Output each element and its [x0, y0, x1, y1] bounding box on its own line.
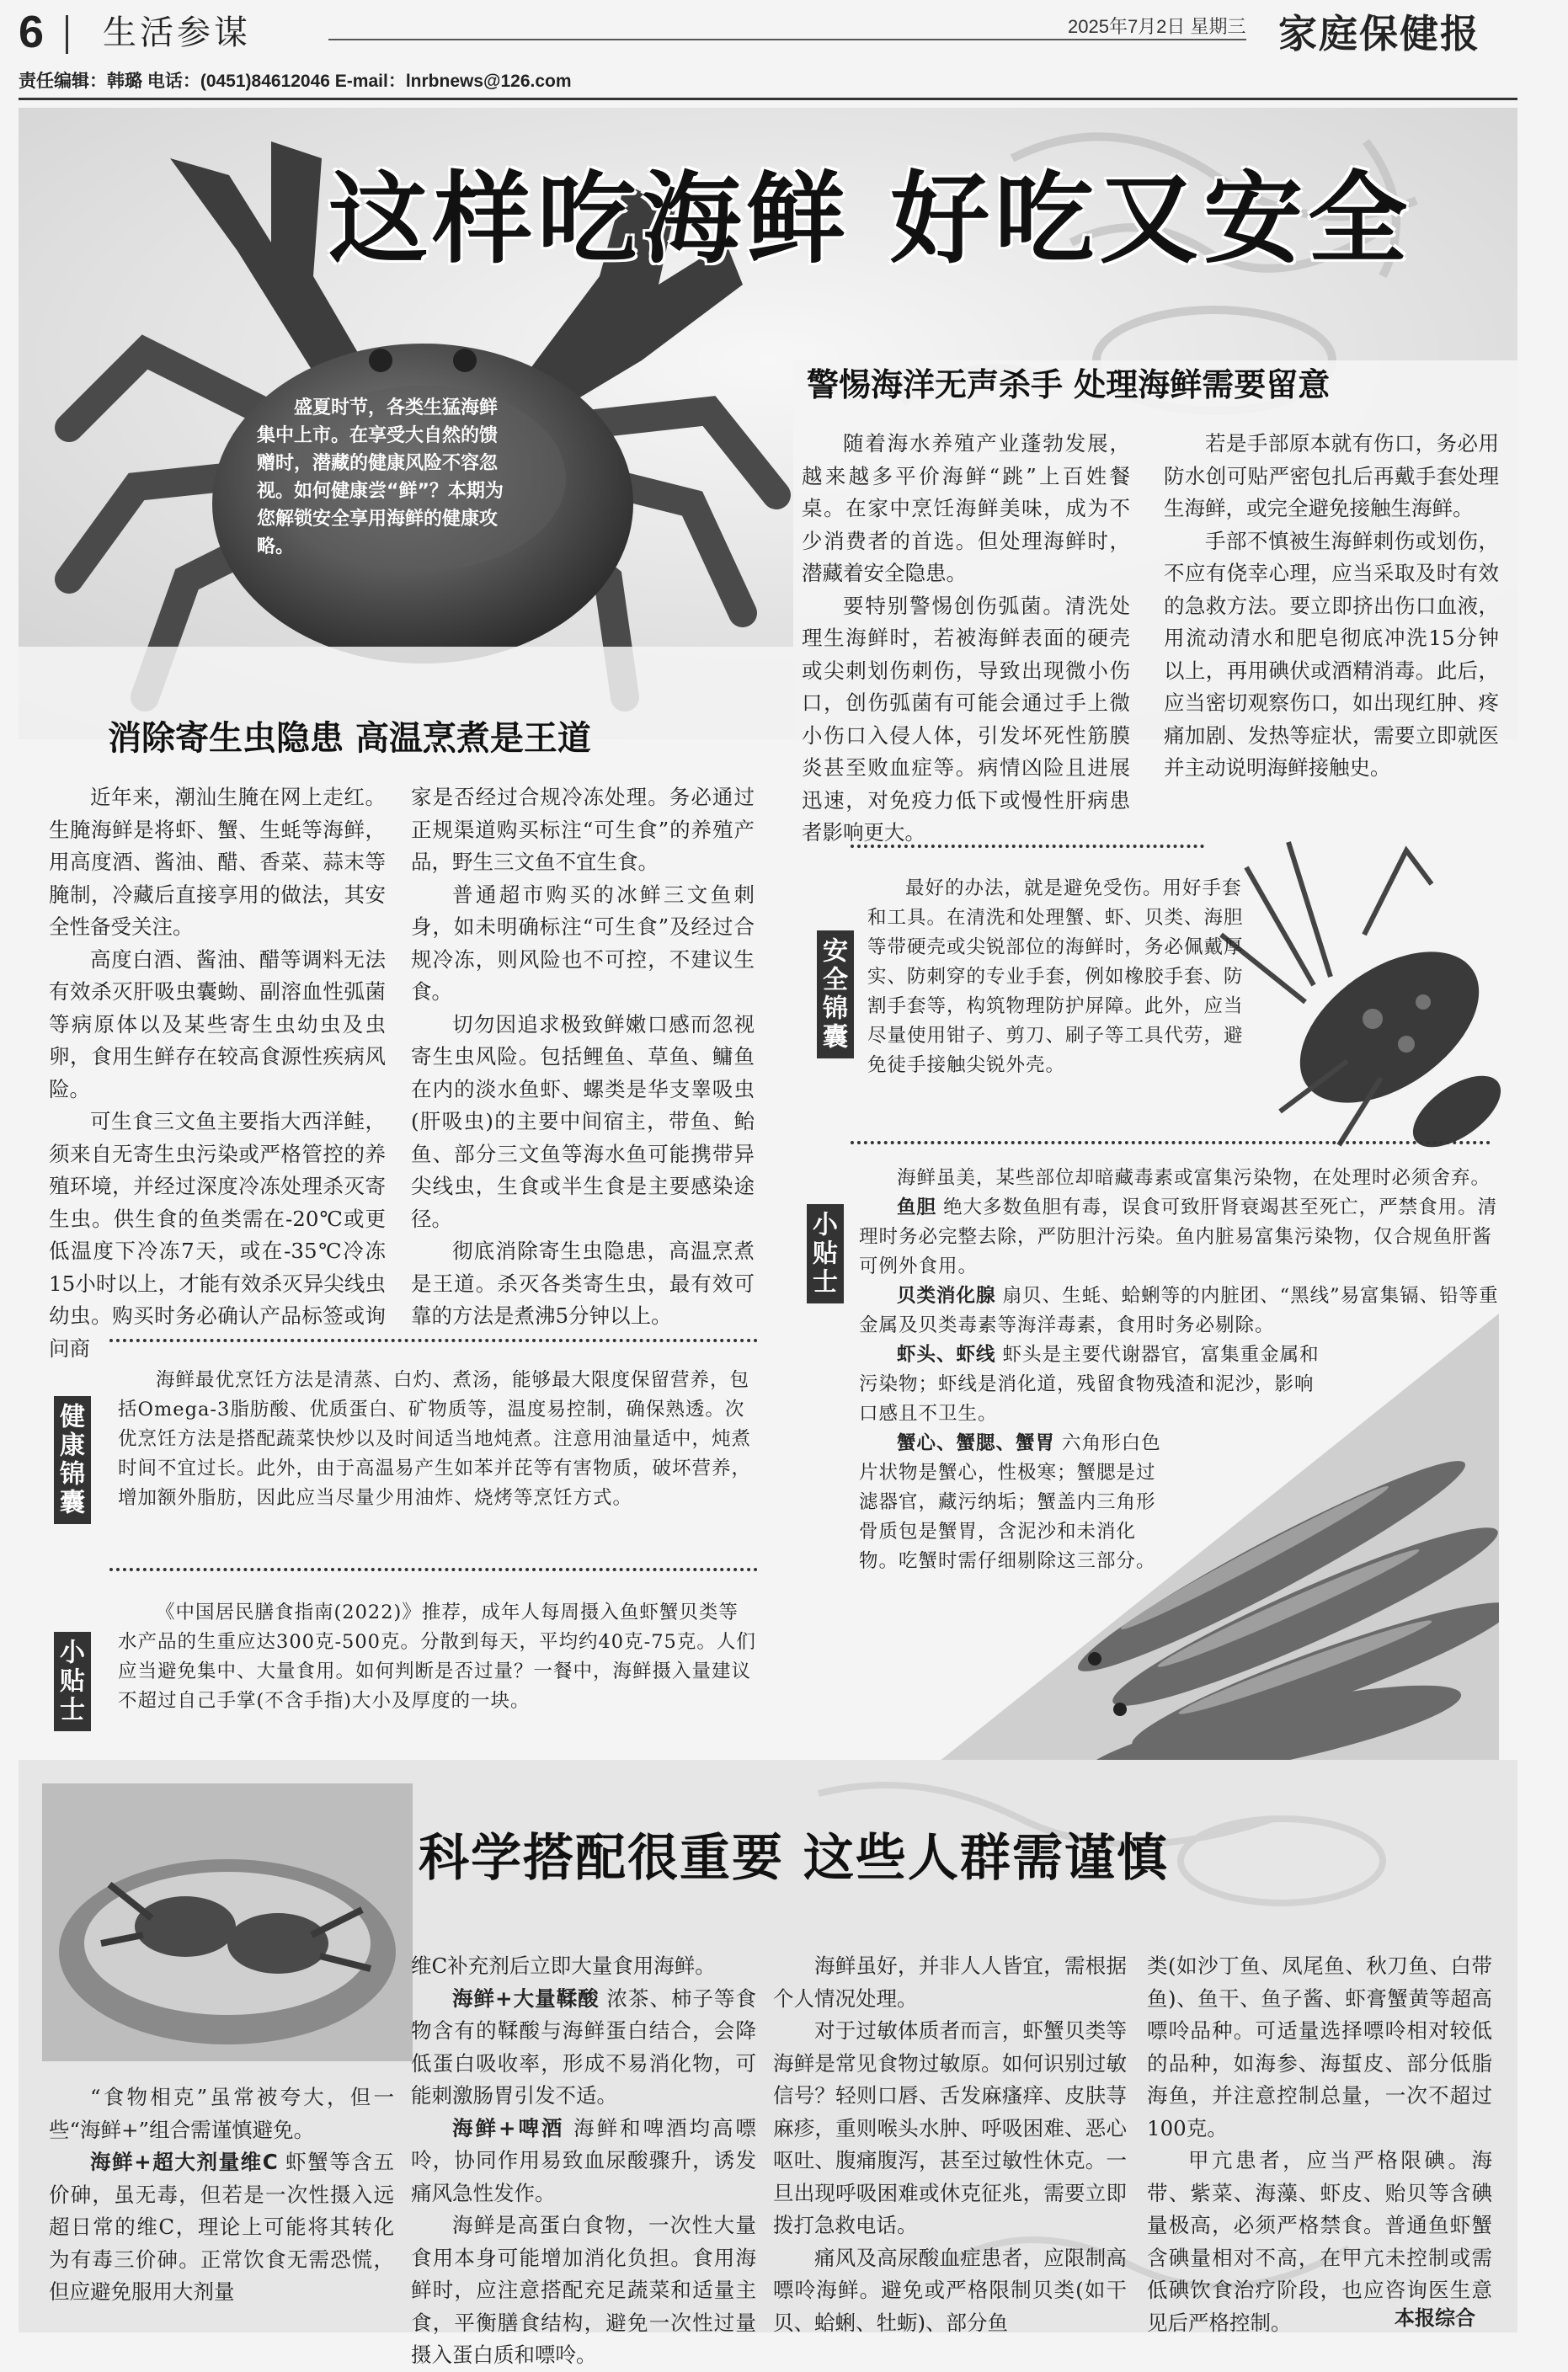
section2-col1 [802, 428, 1130, 850]
paragraph: 海鲜最优烹饪方法是清蒸、白灼、煮汤，能够最大限度保留营养，包括Omega-3脂肪酸、优质蛋白、矿物质等，温度易控制，确保熟透。次优烹饪方法是搭配蔬菜快炒以及时间适当地炖煮。注意用油量适中，炖煮时间不宜过长。此外，由于高温易产生如苯并芘等有害物质，破坏营养，增加额外脂肪，因此应当尽量少用油炸、烧烤等烹饪方式。 [118, 1369, 752, 1509]
paragraph [49, 2146, 394, 2309]
crab-plate-illustration [42, 1783, 413, 2061]
paragraph: 最好的办法，就是避免受伤。用好手套和工具。在清洗和处理蟹、虾、贝类、海胆等带硬壳或尖锐部位的海鲜时，务必佩戴厚实、防刺穿的专业手套，例如橡胶手套、防割手套等，构筑物理防护屏障。此外，应当尽量使用钳子、剪刀、刷子等工具代劳，避免徒手接触尖锐外壳。 [867, 877, 1244, 1076]
paragraph: “食物相克”虽常被夸大，但一些“海鲜+”组合需谨慎避免。 [49, 2085, 394, 2142]
section1-col2 [411, 781, 755, 1333]
section3-colA [49, 2081, 394, 2309]
paragraph: 对于过敏体质者而言，虾蟹贝类等海鲜是常见食物过敏原。如何识别过敏信号？轻则口唇、舌发麻瘙痒、皮肤荨麻疹，重则喉头水肿、呼吸困难、恶心呕吐、腹痛腹泻，甚至过敏性休克。一旦出现呼吸困难或休克征兆，需要立即拨打急救电话。 [773, 2018, 1127, 2237]
paragraph: 海鲜虽好，并非人人皆宜，需根据个人情况处理。 [773, 1954, 1127, 2011]
masthead: 家庭保健报 [1278, 11, 1480, 56]
page-number: 6 [19, 7, 45, 57]
editor-rule [19, 98, 1517, 100]
paragraph: 普通超市购买的冰鲜三文鱼刺身，如未明确标注“可生食”及经过合规冷冻，则风险也不可控，不建议生食。 [411, 882, 755, 1004]
tip-text: 六角形白色片状物是蟹心，性极寒；蟹腮是过滤器官，藏污纳垢；蟹盖内三角形骨质包是蟹胃，含泥沙和未消化物。吃蟹时需仔细剔除这三部分。 [859, 1432, 1161, 1572]
section3-colB [411, 1950, 756, 2372]
box-tips-right-text [859, 1164, 1499, 1576]
editor-line: 责任编辑：韩璐 电话：(0451)84612046 E-mail：lnrbnews@126.com [19, 72, 572, 91]
tip-item [859, 1282, 1499, 1341]
issue-date: 2025年7月2日 星期三 [1068, 16, 1246, 37]
section1-col1 [49, 781, 386, 1365]
box-safety-text [867, 874, 1246, 1080]
paragraph: 随着海水养殖产业蓬勃发展，越来越多平价海鲜“跳”上百姓餐桌。在家中烹饪海鲜美味，成为不少消费者的首选。但处理海鲜时，潜藏着安全隐患。 [802, 431, 1130, 585]
paragraph: 可生食三文鱼主要指大西洋鲑，须来自无寄生虫污染或严格管控的养殖环境，并经过深度冷冻处理杀灭寄生虫。供生食的鱼类需在-20℃或更低温度下冷冻7天，或在-35℃冷冻15小时以上，才能有效杀灭异尖线虫幼虫。购买时务必确认产品标签或询问商 [49, 1109, 386, 1361]
paragraph: 痛风及高尿酸血症患者，应限制高嘌呤海鲜。避免或严格限制贝类(如干贝、蛤蜊、牡蛎)、部分鱼 [773, 2245, 1127, 2335]
tip-head: 蟹心、蟹腮、蟹胃 [897, 1432, 1056, 1454]
dotted-divider [851, 1141, 1491, 1144]
dotted-divider [109, 1339, 758, 1342]
lobster-illustration [1213, 834, 1516, 1154]
credit: 本报综合 [1395, 2306, 1475, 2330]
combo-text: 海鲜和啤酒均高嘌呤，协同作用易致血尿酸骤升，诱发痛风急性发作。 [411, 2115, 756, 2205]
paragraph: 《中国居民膳食指南(2022)》推荐，成年人每周摄入鱼虾蟹贝类等水产品的生重应达300克-500克。分散到每天，平均约40克-75克。人们应当避免集中、大量食用。如何判断是否过量？一餐中，海鲜摄入量建议不超过自己手掌(不含手指)大小及厚度的一块。 [118, 1602, 756, 1712]
tip-head: 鱼胆 [897, 1197, 937, 1218]
combo-head: 海鲜+啤酒 [452, 2115, 565, 2140]
box-label-tips-right: 小贴士 [807, 1204, 844, 1303]
combo-text: 浓茶、柿子等食物含有的鞣酸与海鲜蛋白结合，会降低蛋白吸收率，形成不易消化物，可能刺激肠胃引发不适。 [411, 1986, 757, 2108]
box-health-text [118, 1366, 758, 1513]
paragraph: 维C补充剂后立即大量食用海鲜。 [411, 1954, 716, 1978]
paragraph: 高度白酒、酱油、醋等调料无法有效杀灭肝吸虫囊蚴、副溶血性弧菌等病原体以及某些寄生虫幼虫及虫卵，食用生鲜存在较高食源性疾病风险。 [49, 946, 386, 1101]
paragraph: 家是否经过合规冷冻处理。务必通过正规渠道购买标注“可生食”的养殖产品，野生三文鱼不宜生食。 [411, 785, 755, 874]
paragraph: 近年来，潮汕生腌在网上走红。生腌海鲜是将虾、蟹、生蚝等海鲜，用高度酒、酱油、醋、香菜、蒜末等腌制，冷藏后直接享用的做法，其安全性备受关注。 [49, 785, 386, 939]
tip-item [859, 1429, 1162, 1576]
tip-text: 虾头是主要代谢器官，富集重金属和污染物；虾线是消化道，残留食物残渣和泥沙，影响口感且不卫生。 [859, 1344, 1320, 1425]
section3-colC [773, 1950, 1127, 2339]
header-divider [66, 15, 68, 54]
section-name: 生活参谋 [103, 13, 251, 52]
section3-title: 科学搭配很重要 这些人群需谨慎 [419, 1829, 1169, 1888]
paragraph [411, 1983, 756, 2113]
paragraph: 要特别警惕创伤弧菌。清洗处理生海鲜时，若被海鲜表面的硬壳或尖刺划伤刺伤，导致出现微小伤口，创伤弧菌有可能会通过手上微小伤口入侵人体，引发坏死性筋膜炎甚至败血症等。病情凶险且进展迅速，对免疫力低下或慢性肝病患者影响更大。 [802, 593, 1130, 845]
paragraph: 手部不慎被生海鲜刺伤或划伤，不应有侥幸心理，应当采取及时有效的急救方法。要立即挤出伤口血液，用流动清水和肥皂彻底冲洗15分钟以上，再用碘伏或酒精消毒。此后，应当密切观察伤口，如出现红肿、疼痛加剧、发热等症状，需要立即就医并主动说明海鲜接触史。 [1164, 528, 1499, 780]
paragraph: 切勿因追求极致鲜嫩口感而忽视寄生虫风险。包括鲤鱼、草鱼、鳙鱼在内的淡水鱼虾、螺类是华支睾吸虫(肝吸虫)的主要中间宿主，带鱼、鲐鱼、部分三文鱼等海水鱼可能携带异尖线虫，生食或半生食是主要感染途径。 [411, 1011, 755, 1231]
tip-item [859, 1193, 1499, 1282]
combo-text: 虾蟹等含五价砷，虽无毒，但若是一次性摄入远超日常的维C，理论上可能将其转化为有毒三价砷。正常饮食无需恐慌，但应避免服用大剂量 [49, 2150, 395, 2304]
paragraph: 甲亢患者，应当严格限碘。海带、紫菜、海藻、虾皮、贻贝等含碘量极高，必须严格禁食。普通鱼虾蟹含碘量相对不高，在甲亢未控制或需低碘饮食治疗阶段，也应咨询医生意见后严格控制。 [1147, 2148, 1492, 2335]
paragraph: 海鲜是高蛋白食物，一次性大量食用本身可能增加消化负担。食用海鲜时，应注意搭配充足蔬菜和适量主食，平衡膳食结构，避免一次性过量摄入蛋白质和嘌呤。 [411, 2213, 756, 2367]
paragraph: 若是手部原本就有伤口，务必用防水创可贴严密包扎后再戴手套处理生海鲜，或完全避免接触生海鲜。 [1164, 431, 1499, 520]
paragraph: 类(如沙丁鱼、凤尾鱼、秋刀鱼、白带鱼)、鱼干、鱼子酱、虾膏蟹黄等超高嘌呤品种。可适量选择嘌呤相对较低的品种，如海参、海蜇皮、部分低脂海鱼，并注意控制总量，一次不超过100克。 [1147, 1954, 1492, 2140]
tip-item [859, 1341, 1331, 1429]
paragraph: 彻底消除寄生虫隐患，高温烹煮是王道。杀灭各类寄生虫，最有效可靠的方法是煮沸5分钟以上。 [411, 1239, 755, 1328]
box-tips-left-text [118, 1598, 758, 1716]
tip-head: 贝类消化腺 [897, 1285, 996, 1307]
paragraph [411, 2113, 756, 2210]
header-rule [328, 39, 1246, 40]
section3-colD [1147, 1950, 1492, 2339]
paragraph: 海鲜虽美，某些部位却暗藏毒素或富集污染物，在处理时必须舍弃。 [897, 1167, 1491, 1189]
box-label-safety: 安全锦囊 [817, 930, 854, 1058]
box-label-tips-left: 小贴士 [54, 1632, 91, 1731]
tip-text: 绝大多数鱼胆有毒，误食可致肝肾衰竭甚至死亡，严禁食用。清理时务必完整去除，严防胆汁污染。鱼内脏易富集污染物，仅合规鱼肝酱可例外食用。 [859, 1197, 1498, 1277]
tip-text: 扇贝、生蚝、蛤蜊等的内脏团、“黑线”易富集镉、铅等重金属及贝类毒素等海洋毒素，食用时务必剔除。 [859, 1285, 1499, 1336]
main-title: 这样吃海鲜 好吃又安全 [328, 161, 1413, 277]
tip-head: 虾头、虾线 [897, 1344, 996, 1366]
section1-title: 消除寄生虫隐患 高温烹煮是王道 [108, 719, 591, 758]
section2-col2 [1164, 428, 1499, 785]
dotted-divider [851, 845, 1204, 848]
combo-head: 海鲜+大量鞣酸 [452, 1986, 600, 2011]
combo-head: 海鲜+超大剂量维C [90, 2150, 278, 2174]
box-label-health: 健康锦囊 [54, 1396, 91, 1524]
intro-text: 盛夏时节，各类生猛海鲜集中上市。在享受大自然的馈赠时，潜藏的健康风险不容忽视。如何健康尝“鲜”？本期为您解锁安全享用海鲜的健康攻略。 [257, 397, 504, 557]
section2-title: 警惕海洋无声杀手 处理海鲜需要留意 [807, 366, 1331, 403]
dotted-divider [109, 1568, 758, 1571]
